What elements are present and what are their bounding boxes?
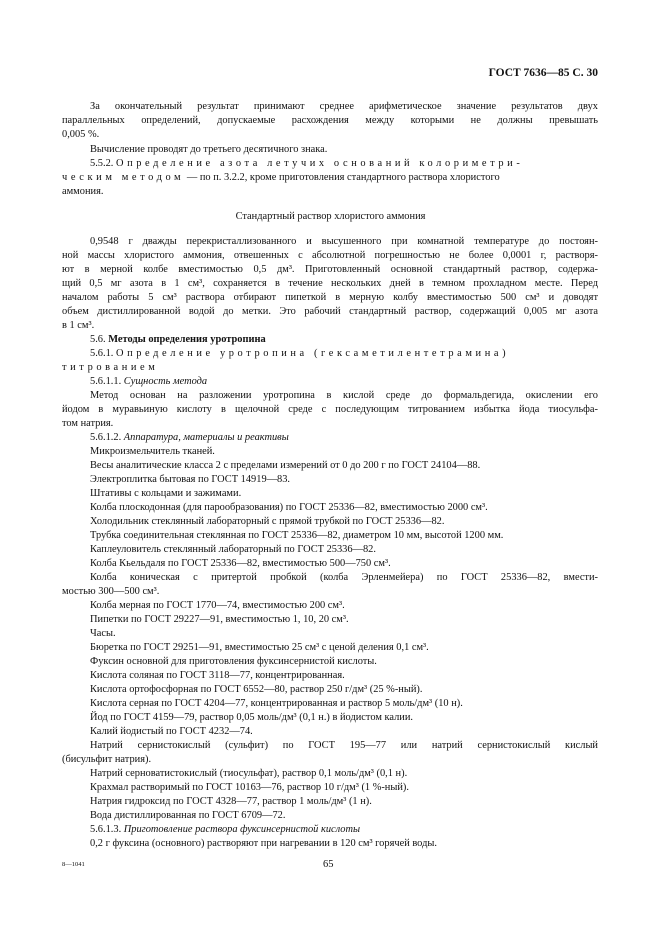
list-item: Холодильник стеклянный лабораторный с прямой трубкой по ГОСТ 25336—82. [90,516,445,527]
section-5-6-1-2 [90,432,289,444]
section-title-cont: титрованием [62,362,159,373]
list-item: Кислота серная по ГОСТ 4204—77, концентрированная и раствор 5 моль/дм³ (10 н). [90,698,463,709]
list-item: Каплеуловитель стеклянный лабораторный по ГОСТ 25336—82. [90,544,376,555]
text-line: Метод основан на разложении уротропина в кислой среде до формальдегида, окислении его [90,390,598,401]
section-title: Методы определения уротропина [108,334,266,345]
list-item: Вода дистиллированная по ГОСТ 6709—72. [90,810,286,821]
list-item: Кислота ортофосфорная по ГОСТ 6552—80, раствор 250 г/дм³ (25 %-ный). [90,684,423,695]
list-item: Йод по ГОСТ 4159—79, раствор 0,05 моль/дм³ (0,1 н.) в йодистом калии. [90,712,413,723]
page-number: 65 [323,859,334,870]
section-number: 5.6.1.3. [90,824,122,835]
list-item: Фуксин основной для приготовления фуксинсернистой кислоты. [90,656,377,667]
text-line: 0,2 г фуксина (основного) растворяют при нагревании в 120 см³ горячей воды. [90,838,437,849]
subheading: Стандартный раствор хлористого аммония [235,211,426,222]
text-line: йодом в муравьиную кислоту в щелочной среде с последующим титрованием избытка йода тиосульфа- [62,404,598,415]
page-header: ГОСТ 7636—85 С. 30 [488,67,598,79]
list-item: Электроплитка бытовая по ГОСТ 14919—83. [90,474,291,485]
section-number: 5.6.1.1. [90,376,122,387]
text-line: началом работы 5 см³ раствора отбирают пипеткой в мерную колбу вместимостью 500 см³ и доводят [62,292,598,303]
text-line: За окончательный результат принимают среднее арифметическое значение результатов двух [90,101,598,112]
section-5-5-2 [90,158,523,170]
list-item: Штативы с кольцами и зажимами. [90,488,242,499]
section-5-6-1-1 [90,376,207,388]
section-number: 5.5.2. [90,158,114,169]
list-item: Микроизмельчитель тканей. [90,446,215,457]
list-item: Колба коническая с притертой пробкой (колба Эрленмейера) по ГОСТ 25336—82, вмести- [90,572,598,583]
text-line [62,172,500,184]
section-number: 5.6.1. [90,348,114,359]
text-line: 0,9548 г дважды перекристаллизованного и высушенного при комнатной температуре до постоян- [90,236,598,247]
text-line: Вычисление проводят до третьего десятичного знака. [90,144,328,155]
section-title: Аппаратура, материалы и реактивы [123,432,289,443]
list-item: Весы аналитические класса 2 с пределами измерений от 0 до 200 г по ГОСТ 24104—88. [90,460,481,471]
section-title: Сущность метода [123,376,208,387]
text-line: щий 0,5 мг азота в 1 см³, сохраняется в течение нескольких дней в темном прохладном месте. Перед [62,278,598,289]
text-line: ной массы хлористого аммония, отвешенных с абсолютной погрешностью не более 0,0001 г, растворя- [62,250,598,261]
list-item: Кислота соляная по ГОСТ 3118—77, концентрированная. [90,670,345,681]
list-item: Колба плоскодонная (для парообразования) по ГОСТ 25336—82, вместимостью 2000 см³. [90,502,488,513]
text-line: аммония. [62,186,104,197]
list-item: Трубка соединительная стеклянная по ГОСТ 25336—82, диаметром 10 мм, высотой 1200 мм. [90,530,504,541]
text-line: в 1 см³. [62,320,95,331]
section-title: Определение азота летучих оснований колориметри- [116,158,524,169]
list-item-cont: мостью 300—500 см³. [62,586,160,597]
text-line: параллельных определений, допускаемые расхождения между которыми не должны превышать [62,115,598,126]
section-title: Определение уротропина (гексаметилентетрамина) [116,348,510,359]
section-5-6 [90,334,266,346]
section-number: 5.6.1.2. [90,432,122,443]
section-5-6-1-3 [90,824,360,836]
section-title: Приготовление раствора фуксинсернистой кислоты [123,824,361,835]
list-item: Крахмал растворимый по ГОСТ 10163—76, раствор 10 г/дм³ (1 %-ный). [90,782,409,793]
list-item: Бюретка по ГОСТ 29251—91, вместимостью 25 см³ с ценой деления 0,1 см³. [90,642,429,653]
section-5-6-1 [90,348,509,360]
section-text: — по п. 3.2.2, кроме приготовления стандартного раствора хлористого [186,172,500,183]
list-item: Колба Кьельдаля по ГОСТ 25336—82, вместимостью 500—750 см³. [90,558,391,569]
section-title-cont: ческим методом [62,172,185,183]
list-item: Часы. [90,628,116,639]
section-number: 5.6. [90,334,106,345]
text-line: том натрия. [62,418,114,429]
text-line: 0,005 %. [62,129,100,140]
list-item: Натрий сернистокислый (сульфит) по ГОСТ 195—77 или натрий сернистокислый кислый [90,740,598,751]
list-item: Пипетки по ГОСТ 29227—91, вместимостью 1, 10, 20 см³. [90,614,349,625]
list-item-cont: (бисульфит натрия). [62,754,152,765]
footer-code: 8—1041 [62,861,85,868]
list-item: Колба мерная по ГОСТ 1770—74, вместимостью 200 см³. [90,600,345,611]
list-item: Калий йодистый по ГОСТ 4232—74. [90,726,253,737]
text-line: ют в мерной колбе вместимостью 0,5 дм³. Приготовленный основной стандартный раствор, содержа- [62,264,598,275]
list-item: Натрий серноватистокислый (тиосульфат), раствор 0,1 моль/дм³ (0,1 н). [90,768,408,779]
list-item: Натрия гидроксид по ГОСТ 4328—77, раствор 1 моль/дм³ (1 н). [90,796,372,807]
text-line: объем дистиллированной водой до метки. Это рабочий стандартный раствор, содержащий 0,005 мг азота [62,306,598,317]
